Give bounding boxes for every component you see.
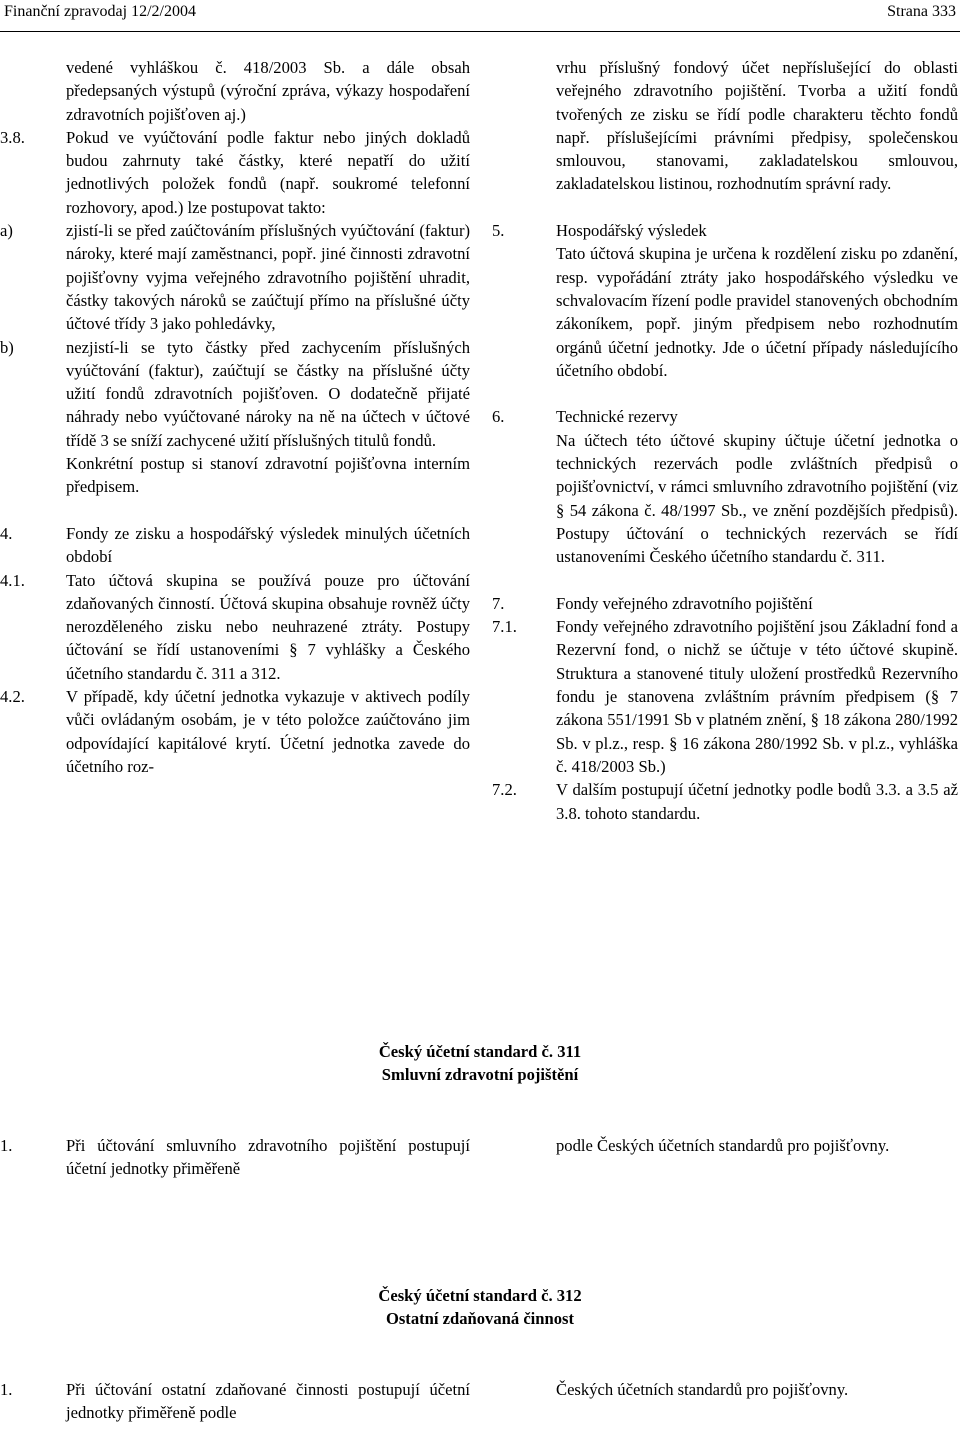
section-text: Tato účtová skupina se používá pouze pro účtování zdaňovaných činností. Účtová skupina obsahuje rovněž účty nerozděleného zisku nebo neuhrazené ztráty. Postupy účtování se řídí ustanoveními § 7 vyhlášky a Českého účetního standardu č. 311 a 312.	[66, 570, 470, 683]
journal-title: Finanční zpravodaj 12/2/2004	[4, 3, 196, 20]
standard-312-paragraph-right: Českých účetních standardů pro pojišťovny.	[556, 1380, 849, 1399]
section-text: V dalším postupují účetní jednotky podle bodů 3.3. a 3.5 až 3.8. tohoto standardu.	[556, 780, 958, 823]
section-text: Fondy veřejného zdravotního pojištění jsou Základní fond a Rezervní fond, o nichž se účtuje v této účtové skupině. Struktura a stanovené tituly uložení prostředků Rezervního fondu je stanovena zvláštním právním předpisem (§ 7 zákona 551/1991 Sb v platném znění, § 18 zákona 280/1992 Sb. v pl.z., resp. § 16 zákona 280/1992 Sb. v pl.z., vyhláška č. 418/2003 Sb.)	[556, 617, 958, 776]
section-number: 7.2.	[492, 780, 517, 800]
paragraph-text: Při účtování ostatní zdaňované činnosti postupují účetní jednotky přiměřeně podle	[66, 1380, 470, 1423]
section-3-7-continuation: vedené vyhláškou č. 418/2003 Sb. a dále obsah předepsaných výstupů (výroční zpráva, výkazy hospodaření zdravotních pojišťoven aj.)	[66, 58, 470, 124]
section-4-2	[0, 685, 470, 778]
section-number: 3.8.	[0, 127, 25, 147]
item-text: zjistí-li se před zaúčtováním příslušných vyúčtování (faktur) nároky, které mají zaměstnanci, popř. jiné činnosti zdravotní pojišťovny vyjma veřejného zdravotního pojištění uhradit, částky takových nároků se zaúčtují přímo na příslušné účty účtové třídy 3 jako pohledávky,	[66, 221, 470, 334]
header-rule	[0, 31, 960, 32]
section-number: 6.	[492, 407, 505, 427]
section-5	[492, 219, 958, 242]
standard-312-subject: Ostatní zdaňovaná činnost	[385, 1309, 575, 1329]
section-7-2	[492, 778, 958, 825]
standard-311-paragraph-right: podle Českých účetních standardů pro pojišťovny.	[556, 1136, 890, 1155]
section-number: 7.	[492, 593, 505, 613]
section-heading: Fondy veřejného zdravotního pojištění	[556, 593, 813, 613]
paragraph-number: 1.	[0, 1136, 13, 1155]
section-6-text: Na účtech této účtové skupiny účtuje účetní jednotka o technických rezervách podle zvláštních předpisů o pojišťovnictví, v rámci smluvního zdravotního pojištění (viz § 54 zákona č. 48/1997 Sb., ve znění pozdějších předpisů). Postupy účtování o technických rezervách se řídí ustanoveními Českého účetního standardu č. 311.	[556, 430, 958, 567]
section-7	[492, 592, 958, 615]
right-column	[492, 56, 958, 825]
section-3-8	[0, 126, 470, 219]
paragraph-text: Při účtování smluvního zdravotního pojištění postupují účetní jednotky přiměřeně	[66, 1136, 470, 1179]
standard-311-subject: Smluvní zdravotní pojištění	[381, 1065, 579, 1085]
paragraph-number: 1.	[0, 1380, 13, 1399]
item-text: nezjistí-li se tyto částky před zachycením příslušných vyúčtování (faktur), zaúčtují se částky na příslušné účty užití fondů zdravotních pojišťoven. O dodatečně přijaté náhrady nebo vyúčtované nároky na ně na účtech v účtové třídě 3 se sníží zachycené užití příslušných titulů fondů.	[66, 337, 470, 450]
left-column	[0, 56, 470, 778]
section-text: V případě, kdy účetní jednotka vykazuje v aktivech podíly vůči ovládaným osobám, je v této položce zaúčtováno jim odpovídající kapitálové krytí. Účetní jednotka zavede do účetního roz-	[66, 687, 470, 776]
section-7-1	[492, 615, 958, 778]
section-3-8-item-b	[0, 336, 470, 452]
section-text: Pokud ve vyúčtování podle faktur nebo jiných dokladů budou zahrnuty také částky, které nepatří do užití jednotlivých položek fondů (např. soukromé telefonní rozhovory, apod.) lze postupovat takto:	[66, 127, 470, 217]
section-4	[0, 522, 470, 569]
section-4-2-continuation: vrhu příslušný fondový účet nepříslušející do oblasti veřejného zdravotního pojištění. Tvorba a užití fondů tvořených ze zisku se řídí podle charakteru těchto fondů např. příslušejícími právními předpisy, společenskou smlouvou, stanovami, zakladatelskou smlouvou, zakladatelskou listinou, rozhodnutím správní rady.	[556, 58, 958, 194]
section-number: 7.1.	[492, 617, 517, 637]
standard-312-number: Český účetní standard č. 312	[378, 1286, 582, 1305]
section-3-8-item-a	[0, 219, 470, 335]
running-header	[0, 0, 960, 34]
standard-311-title	[0, 1040, 960, 1087]
section-heading: Technické rezervy	[556, 407, 678, 427]
section-3-8-closing: Konkrétní postup si stanoví zdravotní pojišťovna interním předpisem.	[66, 454, 470, 497]
section-heading: Fondy ze zisku a hospodářský výsledek minulých účetních období	[66, 523, 470, 567]
section-5-text: Tato účtová skupina je určena k rozdělení zisku po zdanění, resp. vypořádání ztráty jako hospodářského výsledku ve schvalovacím řízení podle pravidel stanovených obchodním zákoníkem, popř. jiným předpisem nebo rozhodnutím orgánů účetní jednotky. Jde o účetní případy následujícího účetního období.	[556, 244, 958, 380]
standard-311-paragraph-left	[0, 1134, 470, 1181]
standard-311-number: Český účetní standard č. 311	[378, 1042, 582, 1061]
item-label: b)	[0, 337, 14, 357]
standard-312-paragraph-left	[0, 1378, 470, 1425]
section-number: 4.1.	[0, 570, 25, 590]
section-number: 4.2.	[0, 687, 25, 707]
section-heading: Hospodářský výsledek	[556, 221, 707, 241]
section-number: 4.	[0, 523, 13, 543]
page-number: Strana 333	[887, 3, 956, 20]
standard-312-title	[0, 1284, 960, 1331]
item-label: a)	[0, 221, 13, 241]
section-4-1	[0, 569, 470, 685]
section-6	[492, 405, 958, 428]
section-number: 5.	[492, 221, 505, 241]
